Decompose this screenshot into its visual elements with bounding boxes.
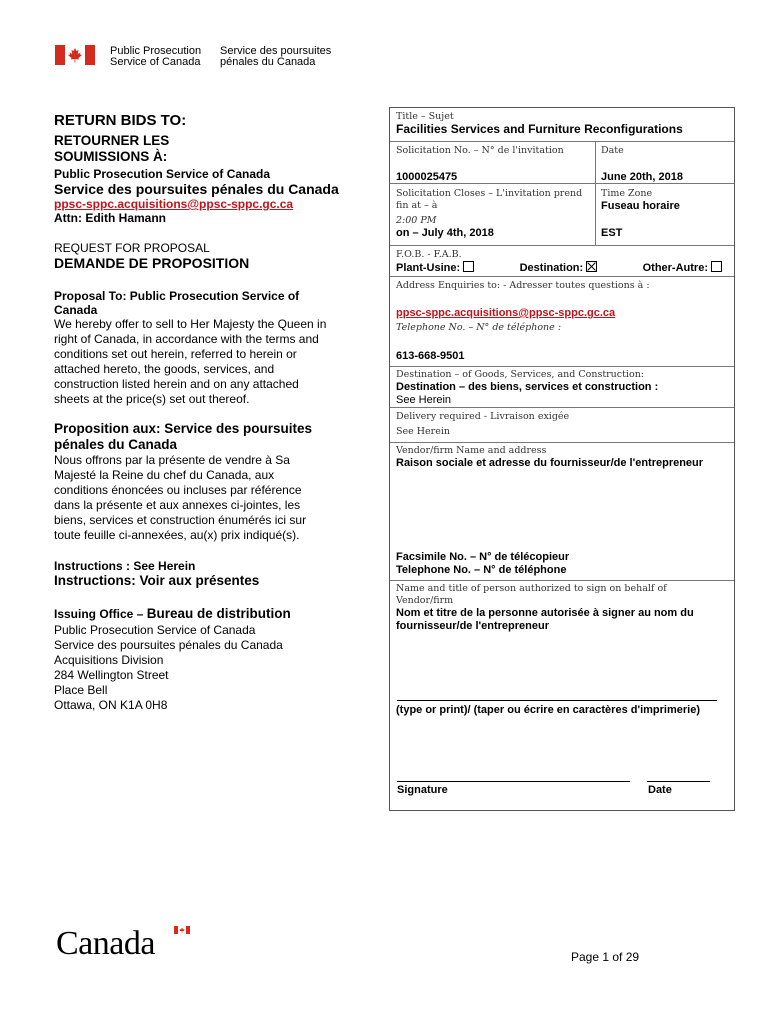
address-line: Service des poursuites pénales du Canada xyxy=(54,638,283,652)
address-line: Public Prosecution Service of Canada xyxy=(54,623,256,637)
vendor-cell xyxy=(396,445,728,470)
timezone-value: EST xyxy=(601,227,623,239)
enquiries-label: Address Enquiries to: - Adresser toutes questions à : xyxy=(396,280,650,291)
issuing-office-heading xyxy=(54,605,344,623)
signer-label: Vendor/firm xyxy=(396,595,454,606)
vendor-contact-cell xyxy=(396,551,728,577)
address-line: Ottawa, ON K1A 0H8 xyxy=(54,698,168,712)
return-bids-section xyxy=(54,112,344,713)
vendor-label: Vendor/firm Name and address xyxy=(396,445,547,456)
fob-label: F.O.B. - F.A.B. xyxy=(396,249,462,260)
fob-destination-checkbox[interactable] xyxy=(586,261,597,272)
dept-fr-line1: Service des poursuites xyxy=(220,45,332,57)
rfp-heading-fr: DEMANDE DE PROPOSITION xyxy=(54,255,250,271)
telephone-value: 613-668-9501 xyxy=(396,350,465,362)
delivery-label: Delivery required - Livraison exigée xyxy=(396,411,570,422)
title-value: Facilities Services and Furniture Reconfigurations xyxy=(396,122,683,136)
org-name-en: Public Prosecution Service of Canada xyxy=(54,167,271,181)
offer-text-fr xyxy=(54,453,344,543)
return-bids-heading: RETURN BIDS TO: xyxy=(54,112,187,129)
type-print-caption: (type or print)/ (taper ou écrire en caractères d'imprimerie) xyxy=(396,704,700,716)
issuing-office-address xyxy=(54,623,344,713)
solicitation-value: 1000025475 xyxy=(396,171,458,183)
title-label: Title – Sujet xyxy=(396,111,454,122)
delivery-value: See Herein xyxy=(396,426,450,437)
fob-cell xyxy=(396,249,728,275)
name-line[interactable] xyxy=(397,700,717,701)
date-label: Date xyxy=(601,145,624,156)
fob-destination-option xyxy=(520,261,598,275)
return-bids-fr-1: RETOURNER LES xyxy=(54,133,170,148)
offer-en-line: conditions set out herein, referred to herein or xyxy=(54,347,297,361)
signature-caption: Signature xyxy=(397,784,448,796)
timezone-label-fr: Fuseau horaire xyxy=(601,200,680,212)
fob-other-label: Other-Autre: xyxy=(642,262,708,274)
closes-label: Solicitation Closes – L'invitation prend xyxy=(396,188,583,199)
destination-cell xyxy=(396,369,728,407)
timezone-label: Time Zone xyxy=(601,188,653,199)
enquiries-cell xyxy=(396,280,728,363)
issuing-office-en: Issuing Office – xyxy=(54,607,147,621)
attn-line: Attn: Edith Hamann xyxy=(54,211,166,225)
fob-other-option xyxy=(643,261,722,275)
canada-wordmark xyxy=(56,925,155,963)
proposal-to-line1: Proposal To: Public Prosecution Service of xyxy=(54,289,300,303)
closes-cell xyxy=(396,188,584,240)
destination-label: Destination – of Goods, Services, and Construction: xyxy=(396,369,645,380)
proposition-line2: pénales du Canada xyxy=(54,437,178,452)
address-line: Acquisitions Division xyxy=(54,653,164,667)
canada-flag-icon xyxy=(55,45,95,65)
delivery-cell xyxy=(396,411,728,438)
solicitation-form-table xyxy=(389,107,735,811)
title-cell xyxy=(396,111,728,136)
signer-cell xyxy=(396,583,728,633)
dept-name-en xyxy=(110,46,201,68)
closes-value: on – July 4th, 2018 xyxy=(396,227,494,239)
dept-en-line1: Public Prosecution xyxy=(110,45,202,57)
offer-fr-line: conditions énoncées ou incluses par référence xyxy=(54,483,302,497)
offer-fr-line: biens, services et construction énumérés ici sur xyxy=(54,513,307,527)
address-line: Place Bell xyxy=(54,683,108,697)
signer-label-fr: Nom et titre de la personne autorisée à signer au nom du xyxy=(396,607,694,619)
return-bids-fr-2: SOUMISSIONS À: xyxy=(54,149,168,164)
offer-en-line: attached hereto, the goods, services, and xyxy=(54,362,275,376)
dept-name-fr xyxy=(220,46,331,68)
date-caption: Date xyxy=(648,784,672,796)
offer-fr-line: toute feuille ci-annexées, au(x) prix indiqué(s). xyxy=(54,528,300,542)
org-name-fr: Service des poursuites pénales du Canada xyxy=(54,181,339,197)
instructions-fr: Instructions: Voir aux présentes xyxy=(54,573,260,588)
page-number: Page 1 of 29 xyxy=(571,950,640,964)
offer-fr-line: Nous offrons par la présente de vendre à Sa xyxy=(54,453,290,467)
proposal-to-line2: Canada xyxy=(54,303,98,317)
timezone-cell xyxy=(601,188,728,240)
fob-other-checkbox[interactable] xyxy=(711,261,722,272)
date-cell xyxy=(601,145,728,184)
offer-fr-line: dans la présente et aux annexes ci-jointes, les xyxy=(54,498,301,512)
solicitation-label: Solicitation No. – N° de l'invitation xyxy=(396,145,564,156)
closes-time: 2:00 PM xyxy=(396,215,437,226)
signer-label: Name and title of person authorized to sign on behalf of xyxy=(396,583,667,594)
offer-en-line: right of Canada, in accordance with the terms and xyxy=(54,332,319,346)
issuing-office-fr: Bureau de distribution xyxy=(146,606,291,621)
dept-en-line2: Service of Canada xyxy=(110,56,201,68)
fob-destination-label: Destination: xyxy=(519,262,584,274)
wordmark-flag-icon xyxy=(174,925,190,935)
closes-label: fin at – à xyxy=(396,200,438,211)
proposition-line1: Proposition aux: Service des poursuites xyxy=(54,421,313,436)
offer-text-en xyxy=(54,317,344,407)
canada-wordmark-text: Canada xyxy=(56,925,155,962)
telephone-label: Telephone No. – N° de téléphone : xyxy=(396,322,562,333)
facsimile-label: Facsimile No. – N° de télécopieur xyxy=(396,551,570,563)
enquiries-email-link[interactable]: ppsc-sppc.acquisitions@ppsc-sppc.gc.ca xyxy=(396,307,616,319)
fob-plant-option xyxy=(396,261,474,275)
date-value: June 20th, 2018 xyxy=(601,171,683,183)
offer-fr-line: Majesté la Reine du chef du Canada, aux xyxy=(54,468,275,482)
instructions-en: Instructions : See Herein xyxy=(54,559,196,573)
offer-en-line: We hereby offer to sell to Her Majesty the Queen in xyxy=(54,317,327,331)
offer-en-line: sheets at the price(s) set out thereof. xyxy=(54,392,250,406)
fob-plant-label: Plant-Usine: xyxy=(396,262,461,274)
destination-value: See Herein xyxy=(396,394,452,406)
vendor-telephone-label: Telephone No. – N° de téléphone xyxy=(396,564,567,576)
solicitation-cell xyxy=(396,145,584,184)
dept-fr-line2: pénales du Canada xyxy=(220,56,316,68)
vendor-label-fr: Raison sociale et adresse du fournisseur/de l'entrepreneur xyxy=(396,457,704,469)
fob-plant-checkbox[interactable] xyxy=(463,261,474,272)
signature-line[interactable] xyxy=(397,781,630,782)
destination-label-fr: Destination – des biens, services et construction : xyxy=(396,381,659,393)
date-line[interactable] xyxy=(647,781,710,782)
bids-email-link[interactable]: ppsc-sppc.acquisitions@ppsc-sppc.gc.ca xyxy=(54,197,294,211)
rfp-heading-en: REQUEST FOR PROPOSAL xyxy=(54,241,210,255)
signer-label-fr: fournisseur/de l'entrepreneur xyxy=(396,620,549,632)
address-line: 284 Wellington Street xyxy=(54,668,169,682)
fob-options xyxy=(396,261,728,275)
offer-en-line: construction listed herein and on any attached xyxy=(54,377,299,391)
